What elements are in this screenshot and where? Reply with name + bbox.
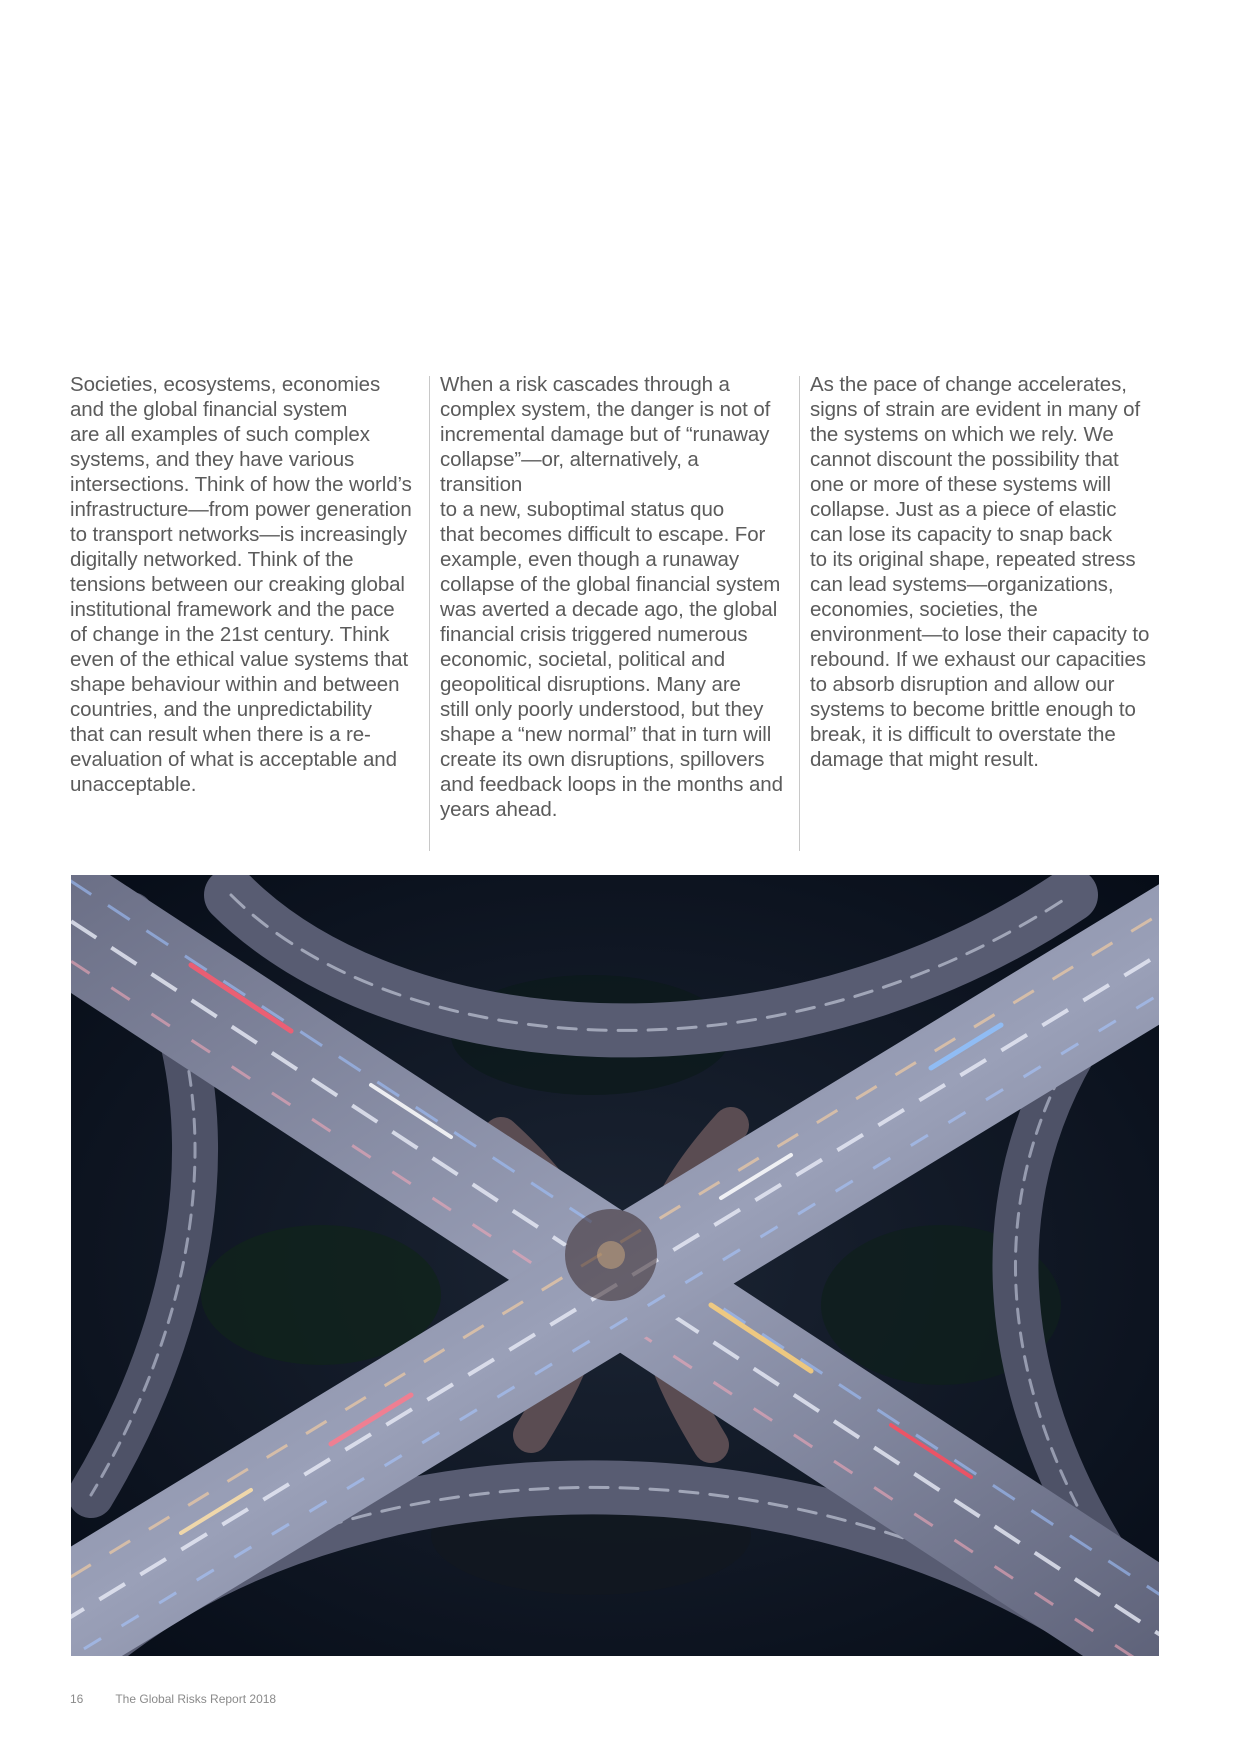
column-divider xyxy=(799,376,800,851)
article-column-3: As the pace of change accelerates, signs of strain are evident in many of the systems on which we rely. We cannot discount the possibility that one or more of these systems will collapse. Just as a piece of elastic can lose its capacity to snap back to its original shape, repeated stress can lead systems—organizations, economies, societies, the environment—to lose their capacity to rebound. If we exhaust our capacities to absorb disruption and allow our systems to become brittle enough to break, it is difficult to overstate the damage that might result. xyxy=(810,373,1150,771)
article-column-1: Societies, ecosystems, economies and the global financial system are all examples of such complex systems, and they have various intersections. Think of how the world’s infrastructure—from power generation to transport networks—is increasingly digitally networked. Think of the tensions between our creaking global institutional framework and the pace of change in the 21st century. Think even of the ethical value systems that shape behaviour within and between countries, and the unpredictability that can result when there is a re- evaluation of what is acceptable and unacceptable. xyxy=(70,373,412,796)
text-columns xyxy=(70,372,1162,852)
report-title: The Global Risks Report 2018 xyxy=(115,1692,277,1706)
highway-interchange-photo xyxy=(71,875,1159,1656)
page-footer xyxy=(70,1692,276,1706)
column-divider xyxy=(429,376,430,851)
article-column-2: When a risk cascades through a complex system, the danger is not of incremental damage but of “runaway collapse”—or, alternatively, a transition to a new, suboptimal status quo that becomes difficult to escape. For example, even though a runaway collapse of the global financial system was averted a decade ago, the global financial crisis triggered numerous economic, societal, political and geopolitical disruptions. Many are still only poorly understood, but they shape a “new normal” that in turn will create its own disruptions, spillovers and feedback loops in the months and years ahead. xyxy=(440,373,783,821)
page-number: 16 xyxy=(70,1692,84,1706)
